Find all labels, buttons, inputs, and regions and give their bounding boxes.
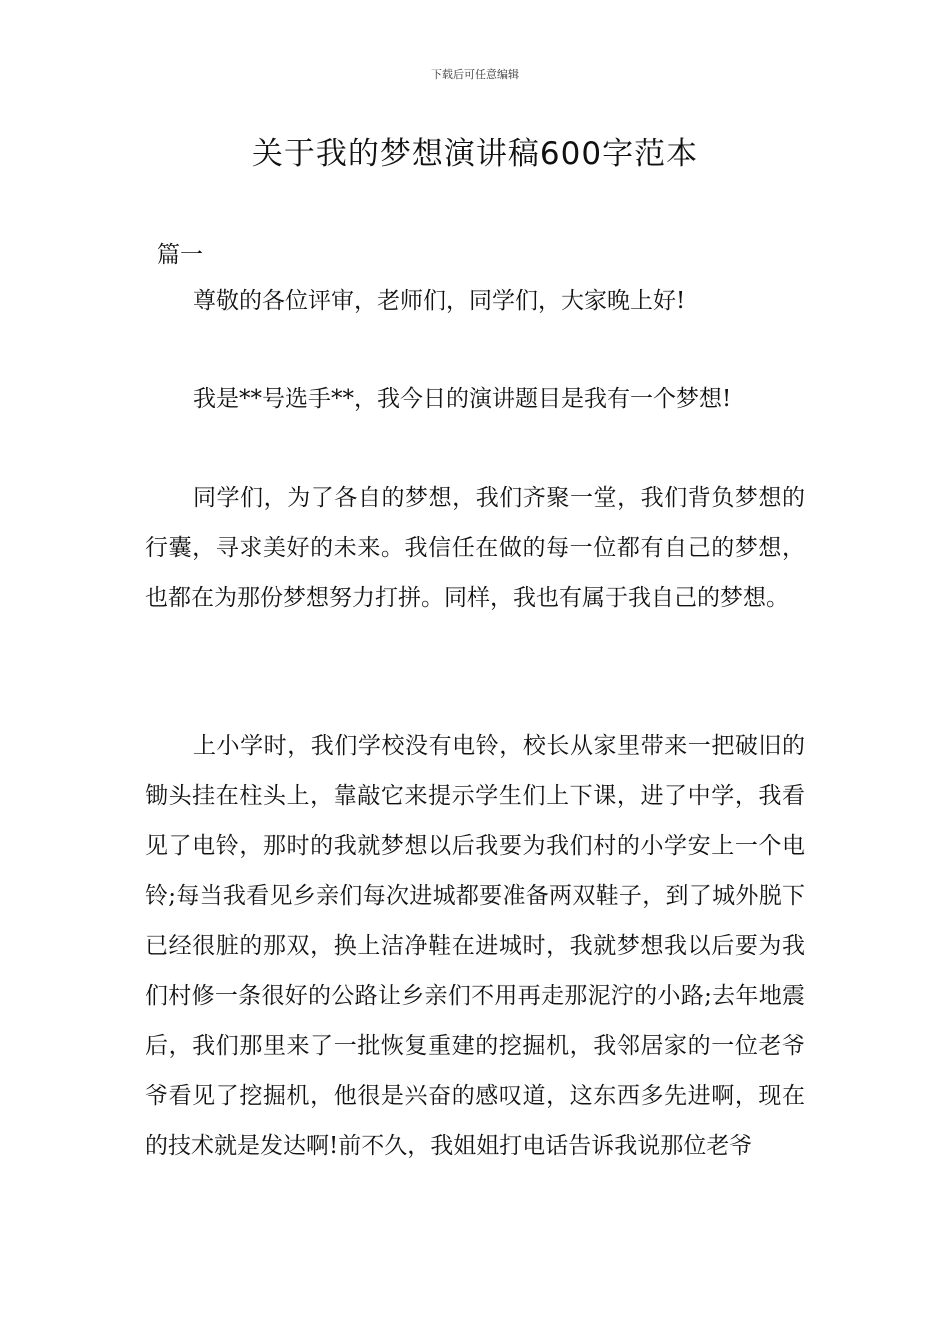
document-title: 关于我的梦想演讲稿600字范本 [251,136,699,172]
header-note: 下载后可任意编辑 [431,68,519,81]
paragraph-intro: 我是**号选手**，我今日的演讲题目是我有一个梦想! [193,386,732,412]
paragraph-dreams: 同学们，为了各自的梦想，我们齐聚一堂，我们背负梦想的行囊，寻求美好的未来。我信任在做的每一位都有自己的梦想，也都在为那份梦想努力打拼。同样，我也有属于我自己的梦想。 [145,485,805,611]
paragraph-story: 上小学时，我们学校没有电铃，校长从家里带来一把破旧的锄头挂在柱头上，靠敲它来提示学生们上下课，进了中学，我看见了电铃，那时的我就梦想以后我要为我们村的小学安上一个电铃;每当我看见乡亲们每次进城都要准备两双鞋子，到了城外脱下已经很脏的那双，换上洁净鞋在进城时，我就梦想我以后要为我们村修一条很好的公路让乡亲们不用再走那泥泞的小路;去年地震后，我们那里来了一批恢复重建的挖掘机，我邻居家的一位老爷爷看见了挖掘机，他很是兴奋的感叹道，这东西多先进啊，现在的技术就是发达啊!前不久，我姐姐打电话告诉我说那位老爷 [145,733,805,1159]
paragraph-greeting: 尊敬的各位评审，老师们，同学们，大家晚上好! [193,288,686,314]
section-label: 篇一 [157,242,203,268]
